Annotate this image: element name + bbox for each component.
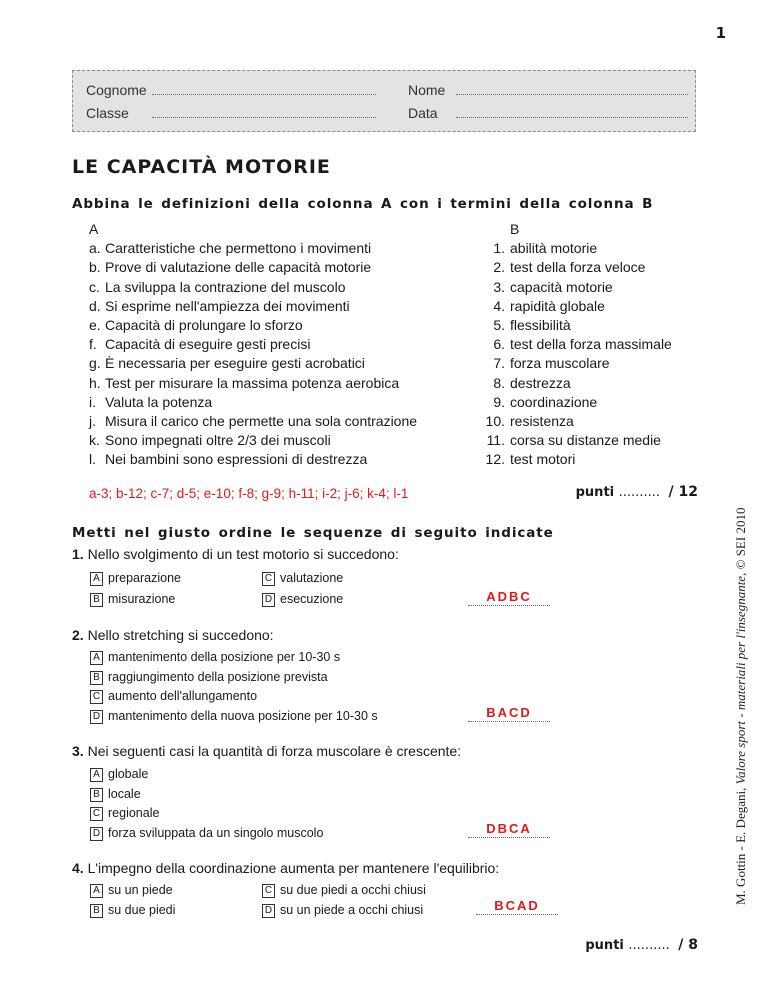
column-b-item-text: corsa su distanze medie — [510, 432, 661, 449]
column-a-item-text: Test per misurare la massima potenza aerobica — [105, 374, 400, 391]
score-label: punti — [575, 485, 615, 500]
column-b-item-key: 2. — [493, 259, 505, 276]
column-a-item-text: Nei bambini sono espressioni di destrezza — [105, 451, 368, 468]
cognome-line[interactable] — [152, 94, 376, 95]
option-text: regionale — [108, 806, 160, 820]
option-letter-box: D — [262, 904, 275, 918]
data-field[interactable] — [408, 105, 438, 121]
column-b-item-key: 8. — [493, 374, 505, 391]
option-text: mantenimento della posizione per 10-30 s — [108, 650, 341, 664]
option-text: mantenimento della nuova posizione per 10-30 s — [108, 709, 378, 723]
answer-key: a-3; b-12; c-7; d-5; e-10; f-8; g-9; h-11; i-2; j-6; k-4; l-1 — [89, 486, 409, 501]
q1-option-b — [90, 592, 175, 607]
column-b-item — [470, 239, 710, 258]
question-4 — [72, 860, 499, 876]
column-a-item-key: i. — [89, 393, 96, 410]
question-text: Nello svolgimento di un test motorio si succedono: — [87, 546, 399, 562]
question-2 — [72, 627, 274, 643]
option-letter-box: A — [90, 651, 103, 665]
option-letter-box: B — [90, 904, 103, 918]
column-a-item — [89, 258, 459, 277]
column-b-item-key: 12. — [485, 451, 505, 468]
cognome-field[interactable] — [86, 82, 147, 98]
classe-field[interactable] — [86, 105, 129, 121]
option-text: su due piedi a occhi chiusi — [280, 883, 426, 897]
option-letter-box: C — [90, 807, 103, 821]
score-total: / 12 — [668, 484, 698, 500]
option-letter-box: B — [90, 788, 103, 802]
column-a-item — [89, 431, 459, 450]
score-label: punti — [585, 938, 624, 953]
section2-title: Metti nel giusto ordine le sequenze di seguito indicate — [72, 525, 554, 541]
option-text: aumento dell'allungamento — [108, 689, 258, 703]
column-a-item-key: g. — [89, 355, 101, 372]
option-text: su un piede a occhi chiusi — [280, 903, 424, 917]
q1-answer[interactable]: ADBC — [468, 589, 550, 606]
question-1 — [72, 546, 399, 562]
data-line[interactable] — [456, 117, 688, 118]
column-b-item — [470, 335, 710, 354]
column-a-item-key: e. — [89, 317, 101, 334]
column-b-item-text: rapidità globale — [510, 297, 605, 314]
column-b — [470, 220, 710, 470]
column-a-item — [89, 450, 459, 469]
column-b-item-key: 10. — [485, 413, 505, 430]
score-section1 — [576, 484, 698, 500]
nome-label: Nome — [408, 82, 446, 98]
score-blank[interactable]: .......... — [628, 938, 670, 953]
q4-option-a — [90, 883, 173, 898]
credit-authors: M. Gottin - E. Degani, — [733, 784, 748, 905]
column-a-item — [89, 354, 459, 373]
column-b-item-text: coordinazione — [510, 393, 598, 410]
q4-answer[interactable]: BCAD — [476, 898, 558, 915]
column-a-item-text: Prove di valutazione delle capacità motorie — [105, 259, 372, 276]
page-title: LE CAPACITÀ MOTORIE — [72, 156, 331, 178]
option-text: preparazione — [108, 571, 181, 585]
q4-option-b — [90, 903, 175, 918]
column-a-item-key: h. — [89, 374, 101, 391]
column-a-item — [89, 297, 459, 316]
column-a-item-text: La sviluppa la contrazione del muscolo — [105, 278, 346, 295]
option-text: esecuzione — [280, 592, 344, 606]
column-a-item-key: k. — [89, 432, 100, 449]
credit-copyright: , © SEI 2010 — [733, 507, 748, 576]
column-b-item-key: 3. — [493, 278, 505, 295]
option-letter-box: D — [90, 710, 103, 724]
column-b-item-text: test della forza veloce — [510, 259, 646, 276]
side-credit — [733, 508, 749, 905]
column-b-item-key: 9. — [493, 393, 505, 410]
column-b-item-text: capacità motorie — [510, 278, 613, 295]
column-a-header: A — [89, 221, 99, 237]
question-text: Nello stretching si succedono: — [87, 627, 274, 643]
column-b-item-key: 7. — [493, 355, 505, 372]
column-b-item-text: test motori — [510, 451, 576, 468]
nome-field[interactable] — [408, 82, 445, 98]
q3-option-c — [90, 806, 159, 821]
column-a-item — [89, 239, 459, 258]
cognome-label: Cognome — [86, 82, 147, 98]
option-letter-box: B — [90, 671, 103, 685]
column-b-item-key: 5. — [493, 317, 505, 334]
column-a-item-text: Misura il carico che permette una sola contrazione — [105, 413, 418, 430]
q1-option-d — [262, 592, 343, 607]
q3-option-b — [90, 787, 141, 802]
question-number: 1. — [72, 546, 84, 562]
student-info-box — [72, 70, 696, 132]
option-text: forza sviluppata da un singolo muscolo — [108, 826, 324, 840]
column-b-item — [470, 316, 710, 335]
q2-option-b — [90, 670, 328, 685]
column-b-item-text: forza muscolare — [510, 355, 610, 372]
column-b-item — [470, 354, 710, 373]
column-b-item-text: test della forza massimale — [510, 336, 672, 353]
column-b-item-key: 6. — [493, 336, 505, 353]
option-letter-box: B — [90, 593, 103, 607]
option-letter-box: C — [90, 690, 103, 704]
option-text: su due piedi — [108, 903, 176, 917]
column-b-item-text: destrezza — [510, 374, 571, 391]
question-number: 4. — [72, 860, 84, 876]
score-section2 — [585, 937, 698, 953]
column-b-item — [470, 450, 710, 469]
column-b-item — [470, 431, 710, 450]
page-number: 1 — [715, 24, 726, 42]
section1-title: Abbina le definizioni della colonna A con i termini della colonna B — [72, 196, 654, 212]
option-letter-box: D — [262, 593, 275, 607]
q1-option-c — [262, 571, 343, 586]
column-a-item-key: c. — [89, 278, 100, 295]
question-text: L'impegno della coordinazione aumenta per mantenere l'equilibrio: — [87, 860, 500, 876]
option-letter-box: C — [262, 572, 275, 586]
option-letter-box: A — [90, 884, 103, 898]
classe-label: Classe — [86, 105, 129, 121]
credit-book: Valore sport - materiali per l'insegnante — [733, 575, 748, 785]
column-a-item-key: a. — [89, 240, 101, 257]
question-3 — [72, 743, 461, 759]
column-a-item-key: d. — [89, 297, 101, 314]
column-a-item-key: f. — [89, 336, 97, 353]
column-a-item — [89, 335, 459, 354]
option-text: globale — [108, 767, 149, 781]
score-total: / 8 — [678, 937, 698, 953]
column-b-item-text: abilità motorie — [510, 240, 598, 257]
column-b-item-text: resistenza — [510, 413, 574, 430]
column-a-item — [89, 316, 459, 335]
column-a-item — [89, 412, 459, 431]
option-letter-box: D — [90, 827, 103, 841]
q2-option-a — [90, 650, 340, 665]
q2-option-c — [90, 689, 257, 704]
column-a-item-text: Caratteristiche che permettono i movimenti — [105, 240, 372, 257]
q4-option-c — [262, 883, 426, 898]
score-blank[interactable]: .......... — [618, 485, 660, 500]
column-a-item-key: l. — [89, 451, 96, 468]
option-letter-box: C — [262, 884, 275, 898]
column-a-item-text: Capacità di prolungare lo sforzo — [105, 317, 303, 334]
option-letter-box: A — [90, 572, 103, 586]
question-text: Nei seguenti casi la quantità di forza muscolare è crescente: — [87, 743, 462, 759]
column-a-item-text: Sono impegnati oltre 2/3 dei muscoli — [105, 432, 331, 449]
q2-answer[interactable]: BACD — [468, 705, 550, 722]
option-text: valutazione — [280, 571, 344, 585]
column-b-item — [470, 278, 710, 297]
option-letter-box: A — [90, 768, 103, 782]
data-label: Data — [408, 105, 438, 121]
column-b-item — [470, 297, 710, 316]
column-a-item-key: j. — [89, 413, 96, 430]
column-b-item — [470, 258, 710, 277]
nome-line[interactable] — [456, 94, 688, 95]
q1-option-a — [90, 571, 181, 586]
column-b-item — [470, 393, 710, 412]
q3-answer[interactable]: DBCA — [468, 821, 550, 838]
classe-line[interactable] — [152, 117, 376, 118]
column-a-item-text: È necessaria per eseguire gesti acrobatici — [105, 355, 365, 372]
q4-option-d — [262, 903, 423, 918]
column-a-item-text: Si esprime nell'ampiezza dei movimenti — [105, 297, 350, 314]
column-a-item-text: Valuta la potenza — [105, 393, 213, 410]
column-b-item — [470, 374, 710, 393]
q3-option-a — [90, 767, 148, 782]
column-b-item — [470, 412, 710, 431]
question-number: 3. — [72, 743, 84, 759]
column-a-item — [89, 393, 459, 412]
column-a — [89, 220, 459, 470]
column-b-item-key: 1. — [493, 240, 505, 257]
q3-option-d — [90, 826, 323, 841]
option-text: locale — [108, 787, 141, 801]
column-b-item-key: 11. — [486, 432, 505, 449]
column-a-item-text: Capacità di eseguire gesti precisi — [105, 336, 311, 353]
question-number: 2. — [72, 627, 84, 643]
q2-option-d — [90, 709, 378, 724]
column-a-item — [89, 278, 459, 297]
column-b-header: B — [510, 221, 520, 237]
option-text: misurazione — [108, 592, 176, 606]
column-b-item-key: 4. — [493, 297, 505, 314]
option-text: su un piede — [108, 883, 173, 897]
column-a-item-key: b. — [89, 259, 101, 276]
option-text: raggiungimento della posizione prevista — [108, 670, 328, 684]
column-b-item-text: flessibilità — [510, 317, 571, 334]
column-a-item — [89, 374, 459, 393]
